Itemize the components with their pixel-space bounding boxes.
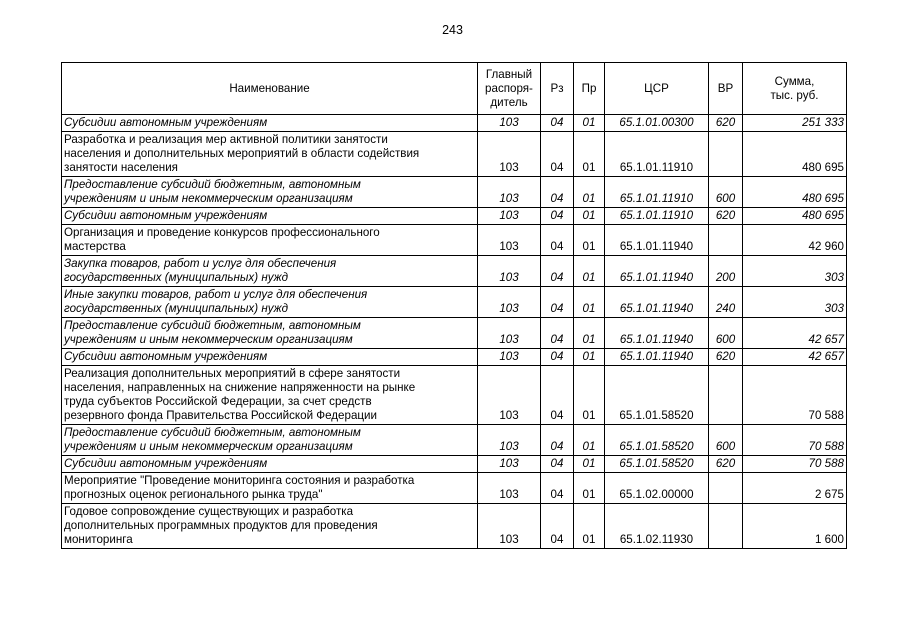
header-sum-line: Сумма,: [774, 74, 815, 88]
row-name: [62, 256, 478, 287]
row-main-manager: 103: [478, 132, 541, 177]
row-main-manager: 103: [478, 287, 541, 318]
row-name-line: мониторинга: [64, 533, 133, 546]
row-sum: 42 960: [743, 225, 847, 256]
row-csr: 65.1.01.11910: [605, 208, 709, 225]
row-name: [62, 425, 478, 456]
table-row: [62, 366, 847, 425]
row-main-manager: 103: [478, 473, 541, 504]
table-row: [62, 177, 847, 208]
table-row: [62, 349, 847, 366]
row-main-manager: 103: [478, 225, 541, 256]
row-name-line: Годовое сопровождение существующих и разработка: [64, 505, 354, 518]
row-name-line: государственных (муниципальных) нужд: [64, 271, 289, 284]
row-sum: 2 675: [743, 473, 847, 504]
table-row: [62, 225, 847, 256]
row-name-line: учреждениям и иным некоммерческим организациям: [64, 440, 353, 453]
row-vr: [709, 366, 743, 425]
row-name: [62, 115, 478, 132]
row-main-manager: 103: [478, 425, 541, 456]
row-name-line: Субсидии автономным учреждениям: [64, 116, 268, 129]
row-vr: [709, 504, 743, 549]
page-number: 243: [442, 23, 463, 37]
row-name-line: занятости населения: [64, 161, 178, 174]
row-name-line: Закупка товаров, работ и услуг для обеспечения: [64, 257, 337, 270]
row-name-line: Субсидии автономным учреждениям: [64, 457, 268, 470]
row-name-line: Предоставление субсидий бюджетным, автономным: [64, 178, 361, 191]
header-pr: Пр: [574, 63, 605, 115]
row-sum: 303: [743, 287, 847, 318]
row-rz: 04: [541, 366, 574, 425]
row-pr: 01: [574, 256, 605, 287]
row-name-line: учреждениям и иным некоммерческим организациям: [64, 192, 353, 205]
row-name-line: труда субъектов Российской Федерации, за счет средств: [64, 395, 372, 408]
row-pr: 01: [574, 208, 605, 225]
row-pr: 01: [574, 132, 605, 177]
table-row: [62, 318, 847, 349]
table-body: [62, 115, 847, 549]
row-name-line: Предоставление субсидий бюджетным, автономным: [64, 426, 361, 439]
row-pr: 01: [574, 425, 605, 456]
header-sum-line: тыс. руб.: [770, 88, 819, 102]
row-csr: 65.1.02.11930: [605, 504, 709, 549]
row-pr: 01: [574, 318, 605, 349]
row-main-manager: 103: [478, 318, 541, 349]
row-vr: 200: [709, 256, 743, 287]
row-name: [62, 366, 478, 425]
row-name-line: населения и дополнительных мероприятий в области содействия: [64, 147, 420, 160]
row-csr: 65.1.01.58520: [605, 425, 709, 456]
row-csr: 65.1.01.11940: [605, 349, 709, 366]
row-sum: 480 695: [743, 132, 847, 177]
row-rz: 04: [541, 504, 574, 549]
row-name-line: резервного фонда Правительства Российской Федерации: [64, 409, 377, 422]
row-rz: 04: [541, 349, 574, 366]
row-vr: [709, 132, 743, 177]
row-main-manager: 103: [478, 366, 541, 425]
row-rz: 04: [541, 177, 574, 208]
header-vr: ВР: [709, 63, 743, 115]
row-sum: 251 333: [743, 115, 847, 132]
row-main-manager: 103: [478, 256, 541, 287]
row-pr: 01: [574, 456, 605, 473]
row-csr: 65.1.02.00000: [605, 473, 709, 504]
row-main-manager: 103: [478, 456, 541, 473]
row-rz: 04: [541, 473, 574, 504]
row-csr: 65.1.01.58520: [605, 456, 709, 473]
row-name-line: Мероприятие "Проведение мониторинга состояния и разработка: [64, 474, 415, 487]
row-pr: 01: [574, 473, 605, 504]
row-name-line: населения, направленных на снижение напряженности на рынке: [64, 381, 416, 394]
row-main-manager: 103: [478, 115, 541, 132]
row-name-line: Субсидии автономным учреждениям: [64, 209, 268, 222]
row-name-line: Субсидии автономным учреждениям: [64, 350, 268, 363]
row-name: [62, 177, 478, 208]
row-sum: 70 588: [743, 425, 847, 456]
row-rz: 04: [541, 287, 574, 318]
row-name: [62, 473, 478, 504]
row-vr: [709, 225, 743, 256]
row-csr: 65.1.01.11940: [605, 287, 709, 318]
row-rz: 04: [541, 425, 574, 456]
row-main-manager: 103: [478, 504, 541, 549]
row-rz: 04: [541, 256, 574, 287]
table-row: [62, 287, 847, 318]
row-sum: 303: [743, 256, 847, 287]
row-rz: 04: [541, 132, 574, 177]
row-vr: 600: [709, 425, 743, 456]
row-main-manager: 103: [478, 177, 541, 208]
row-pr: 01: [574, 504, 605, 549]
table-row: [62, 115, 847, 132]
header-main-manager-line: распоря-: [485, 81, 533, 95]
row-csr: 65.1.01.11940: [605, 318, 709, 349]
table-row: [62, 208, 847, 225]
row-name: [62, 287, 478, 318]
row-pr: 01: [574, 366, 605, 425]
row-csr: 65.1.01.11910: [605, 132, 709, 177]
row-sum: 42 657: [743, 349, 847, 366]
row-rz: 04: [541, 225, 574, 256]
table-row: [62, 456, 847, 473]
row-name: [62, 504, 478, 549]
row-name: [62, 225, 478, 256]
row-name: [62, 318, 478, 349]
row-vr: 620: [709, 208, 743, 225]
row-name-line: мастерства: [64, 240, 126, 253]
row-vr: 620: [709, 456, 743, 473]
table-row: [62, 504, 847, 549]
row-vr: 600: [709, 318, 743, 349]
row-sum: 1 600: [743, 504, 847, 549]
row-main-manager: 103: [478, 208, 541, 225]
row-sum: 42 657: [743, 318, 847, 349]
row-sum: 70 588: [743, 366, 847, 425]
row-pr: 01: [574, 287, 605, 318]
row-pr: 01: [574, 225, 605, 256]
row-name: [62, 456, 478, 473]
header-name: Наименование: [62, 63, 478, 115]
header-main-manager-line: дитель: [490, 95, 528, 109]
row-name: [62, 132, 478, 177]
row-csr: 65.1.01.11910: [605, 177, 709, 208]
table-row: [62, 425, 847, 456]
header-main-manager: [478, 63, 541, 115]
row-sum: 480 695: [743, 177, 847, 208]
row-pr: 01: [574, 115, 605, 132]
row-rz: 04: [541, 318, 574, 349]
header-rz: Рз: [541, 63, 574, 115]
row-pr: 01: [574, 349, 605, 366]
row-sum: 480 695: [743, 208, 847, 225]
header-sum: [743, 63, 847, 115]
row-vr: 620: [709, 349, 743, 366]
row-name-line: дополнительных программных продуктов для проведения: [64, 519, 378, 532]
row-name-line: государственных (муниципальных) нужд: [64, 302, 289, 315]
row-vr: 600: [709, 177, 743, 208]
row-sum: 70 588: [743, 456, 847, 473]
row-pr: 01: [574, 177, 605, 208]
table-header-row: [62, 63, 847, 115]
row-name-line: Организация и проведение конкурсов профессионального: [64, 226, 380, 239]
row-name-line: прогнозных оценок регионального рынка труда": [64, 488, 323, 501]
row-name-line: Разработка и реализация мер активной политики занятости: [64, 133, 388, 146]
row-rz: 04: [541, 115, 574, 132]
row-name-line: Реализация дополнительных мероприятий в сфере занятости: [64, 367, 401, 380]
row-name: [62, 349, 478, 366]
row-main-manager: 103: [478, 349, 541, 366]
table-row: [62, 256, 847, 287]
row-name-line: учреждениям и иным некоммерческим организациям: [64, 333, 353, 346]
row-rz: 04: [541, 456, 574, 473]
row-csr: 65.1.01.58520: [605, 366, 709, 425]
header-main-manager-line: Главный: [485, 67, 533, 81]
row-name: [62, 208, 478, 225]
row-name-line: Предоставление субсидий бюджетным, автономным: [64, 319, 361, 332]
row-vr: 620: [709, 115, 743, 132]
row-name-line: Иные закупки товаров, работ и услуг для обеспечения: [64, 288, 368, 301]
row-vr: [709, 473, 743, 504]
table-row: [62, 473, 847, 504]
row-rz: 04: [541, 208, 574, 225]
header-csr: ЦСР: [605, 63, 709, 115]
row-csr: 65.1.01.11940: [605, 256, 709, 287]
row-vr: 240: [709, 287, 743, 318]
row-csr: 65.1.01.11940: [605, 225, 709, 256]
table-row: [62, 132, 847, 177]
budget-table: [61, 62, 847, 549]
row-csr: 65.1.01.00300: [605, 115, 709, 132]
